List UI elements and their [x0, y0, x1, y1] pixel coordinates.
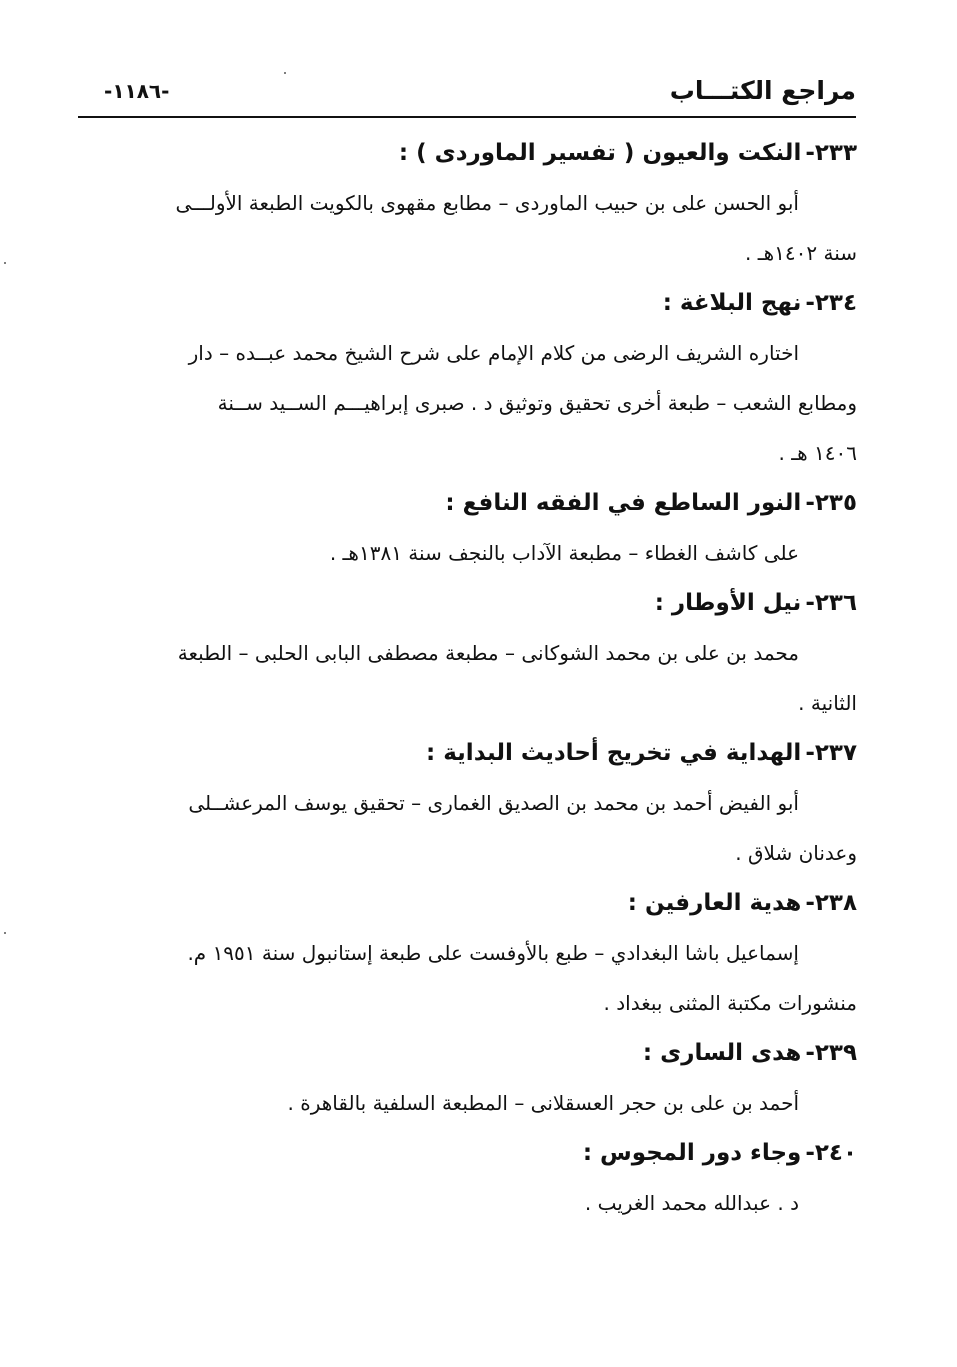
entry-line: أبو الفيض أحمد بن محمد بن الصديق الغمارى – تحقيق يوسف المرعشــلى — [188, 791, 799, 815]
entry-number: ٢٣٦- — [805, 590, 857, 616]
scan-speck — [284, 72, 286, 74]
references-list — [87, 128, 857, 1228]
entry-line: اختاره الشريف الرضى من كلام الإمام على شرح الشيخ محمد عبــده – دار — [188, 341, 799, 365]
entry-heading — [87, 1028, 857, 1078]
entry-line: أحمد بن على بن حجر العسقلانى – المطبعة السلفية بالقاهرة . — [287, 1091, 799, 1115]
reference-entry-237 — [87, 728, 857, 878]
entry-line: محمد بن على بن محمد الشوكانى – مطبعة مصطفى البابى الحلبى – الطبعة — [177, 641, 799, 665]
reference-entry-240 — [87, 1128, 857, 1228]
entry-title: هدى السارى : — [642, 1040, 802, 1066]
entry-title: نيل الأوطار : — [654, 590, 802, 616]
entry-heading — [87, 128, 857, 178]
scan-speck — [4, 262, 6, 264]
entry-title: وجاء دور المجوس : — [582, 1140, 802, 1166]
entry-title: النكت والعيون ( تفسير الماوردى ) : — [398, 140, 802, 166]
reference-entry-236 — [87, 578, 857, 728]
entry-line: على كاشف الغطاء – مطبعة الآداب بالنجف سنة ١٣٨١هـ . — [329, 541, 799, 565]
entry-number: ٢٤٠- — [805, 1140, 857, 1166]
scan-speck — [4, 932, 6, 934]
entry-number: ٢٣٨- — [805, 890, 857, 916]
page-number: -١١٨٦- — [104, 79, 170, 103]
page-header — [78, 70, 856, 116]
entry-number: ٢٣٧- — [805, 740, 857, 766]
entry-line: د . عبدالله محمد الغريب . — [584, 1191, 799, 1215]
running-title: مراجع الكتـــاب — [669, 76, 856, 105]
entry-heading — [87, 478, 857, 528]
entry-line: منشورات مكتبة المثنى ببغداد . — [603, 991, 857, 1015]
entry-line: سنة ١٤٠٢هـ . — [745, 241, 857, 265]
entry-number: ٢٣٣- — [805, 140, 857, 166]
entry-title: الهداية في تخريج أحاديث البداية : — [426, 740, 802, 766]
entry-heading — [87, 578, 857, 628]
entry-line: إسماعيل باشا البغدادي – طبع بالأوفست على طبعة إستانبول سنة ١٩٥١ م. — [187, 941, 799, 965]
entry-number: ٢٣٤- — [805, 290, 857, 316]
entry-line: وعدنان شلاق . — [735, 841, 857, 865]
entry-heading — [87, 1128, 857, 1178]
entry-line: أبو الحسن على بن حبيب الماوردى – مطابع مقهوى بالكويت الطبعة الأولـــى — [175, 191, 799, 215]
reference-entry-235 — [87, 478, 857, 578]
reference-entry-234 — [87, 278, 857, 478]
entry-heading — [87, 878, 857, 928]
entry-heading — [87, 728, 857, 778]
entry-title: هدية العارفين : — [627, 890, 802, 916]
header-rule — [78, 116, 856, 118]
entry-number: ٢٣٥- — [805, 490, 857, 516]
entry-number: ٢٣٩- — [805, 1040, 857, 1066]
entry-title: نهج البلاغة : — [662, 290, 802, 316]
entry-heading — [87, 278, 857, 328]
entry-line: الثانية . — [798, 691, 857, 715]
entry-line: ومطابع الشعب – طبعة أخرى تحقيق وتوثيق د . صبرى إبراهيـــم الســيد ســنة — [217, 391, 857, 415]
entry-title: النور الساطع في الفقه النافع : — [445, 490, 802, 516]
entry-line: ١٤٠٦ هـ . — [778, 441, 857, 465]
reference-entry-239 — [87, 1028, 857, 1128]
reference-entry-233 — [87, 128, 857, 278]
reference-entry-238 — [87, 878, 857, 1028]
